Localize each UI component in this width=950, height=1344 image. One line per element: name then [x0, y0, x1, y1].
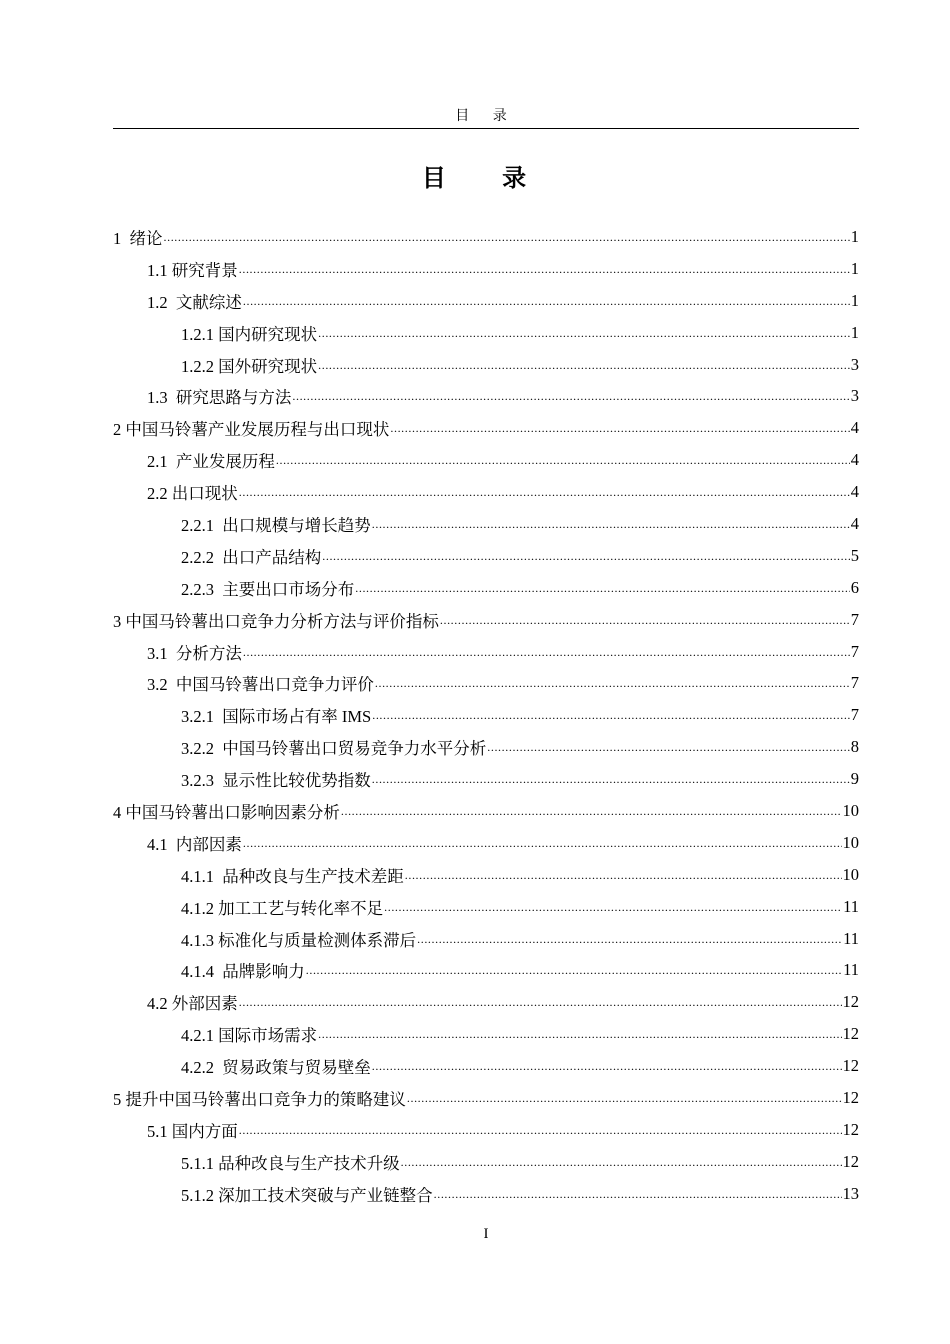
dot-leader: [239, 992, 842, 1012]
toc-entry-page: 1: [850, 258, 859, 278]
dot-leader: [239, 482, 850, 502]
toc-entry-page: 12: [842, 992, 859, 1012]
toc-entry[interactable]: [113, 572, 859, 604]
toc-entry[interactable]: [113, 636, 859, 668]
dot-leader: [239, 259, 850, 279]
dot-leader: [417, 929, 842, 949]
toc-entry[interactable]: [113, 221, 859, 253]
toc-entry-page: 13: [842, 1183, 859, 1203]
toc-entry-page: 11: [843, 928, 859, 948]
toc-entry[interactable]: [113, 349, 859, 381]
dot-leader: [355, 578, 850, 598]
toc-entry-title: 4.2.1 国际市场需求: [181, 1026, 318, 1046]
dot-leader: [372, 1056, 842, 1076]
toc-entry[interactable]: [113, 699, 859, 731]
dot-leader: [341, 801, 842, 821]
dot-leader: [292, 386, 849, 406]
toc-entry-page: 10: [842, 864, 859, 884]
dot-leader: [440, 610, 850, 630]
toc-entry[interactable]: [113, 540, 859, 572]
toc-entry-page: 4: [850, 513, 859, 533]
toc-entry[interactable]: [113, 731, 859, 763]
toc-entry-title: 4.1.3 标准化与质量检测体系滞后: [181, 930, 417, 950]
toc-entry-page: 5: [850, 545, 859, 565]
toc-entry-title: 2 中国马铃薯产业发展历程与出口现状: [113, 420, 390, 440]
page-title: 目 录: [421, 164, 551, 192]
toc-entry-title: 3.2 中国马铃薯出口竞争力评价: [147, 675, 374, 695]
toc-entry-title: 3.2.2 中国马铃薯出口贸易竞争力水平分析: [181, 739, 487, 759]
toc-entry-title: 1.2.1 国内研究现状: [181, 324, 318, 344]
dot-leader: [318, 1024, 841, 1044]
toc-entry[interactable]: [113, 412, 859, 444]
dot-leader: [318, 355, 850, 375]
toc-entry[interactable]: [113, 954, 859, 986]
toc-entry-page: 12: [842, 1024, 859, 1044]
toc-entry-page: 10: [842, 800, 859, 820]
toc-entry[interactable]: [113, 986, 859, 1018]
toc-entry[interactable]: [113, 923, 859, 955]
toc-entry-title: 3.2.1 国际市场占有率 IMS: [181, 707, 372, 727]
toc-entry-page: 1: [850, 290, 859, 310]
toc-entry-title: 4.2 外部因素: [147, 994, 238, 1014]
toc-entry[interactable]: [113, 1050, 859, 1082]
table-of-contents: [113, 221, 859, 1210]
toc-entry-page: 11: [843, 896, 859, 916]
toc-entry[interactable]: [113, 795, 859, 827]
toc-entry-title: 2.2.2 出口产品结构: [181, 547, 322, 567]
toc-entry-title: 2.1 产业发展历程: [147, 452, 275, 472]
toc-entry-page: 10: [842, 832, 859, 852]
dot-leader: [407, 1088, 842, 1108]
toc-entry[interactable]: [113, 508, 859, 540]
toc-entry-page: 11: [843, 960, 859, 980]
toc-entry-page: 7: [850, 673, 859, 693]
toc-entry[interactable]: [113, 1018, 859, 1050]
toc-entry-title: 5.1.2 深加工技术突破与产业链整合: [181, 1185, 433, 1205]
toc-entry-page: 4: [850, 450, 859, 470]
toc-entry[interactable]: [113, 1146, 859, 1178]
toc-entry-title: 5.1.1 品种改良与生产技术升级: [181, 1153, 400, 1173]
dot-leader: [375, 673, 850, 693]
dot-leader: [276, 450, 850, 470]
toc-entry-title: 2.2.1 出口规模与增长趋势: [181, 515, 371, 535]
dot-leader: [401, 1152, 842, 1172]
toc-entry[interactable]: [113, 253, 859, 285]
toc-entry-page: 7: [850, 641, 859, 661]
dot-leader: [318, 323, 850, 343]
page-number: I: [483, 1226, 489, 1242]
toc-entry-title: 2.2.3 主要出口市场分布: [181, 579, 355, 599]
toc-entry-page: 7: [850, 705, 859, 725]
running-header: 目 录: [455, 109, 517, 124]
dot-leader: [372, 769, 850, 789]
toc-entry-title: 1.3 研究思路与方法: [147, 388, 292, 408]
toc-entry-title: 1.1 研究背景: [147, 260, 238, 280]
toc-entry-title: 1 绪论: [113, 228, 163, 248]
toc-entry-title: 4.1.1 品种改良与生产技术差距: [181, 866, 404, 886]
toc-entry[interactable]: [113, 1178, 859, 1210]
dot-leader: [405, 865, 842, 885]
toc-entry-page: 1: [850, 322, 859, 342]
toc-entry-title: 4 中国马铃薯出口影响因素分析: [113, 802, 340, 822]
dot-leader: [243, 833, 842, 853]
dot-leader: [322, 546, 850, 566]
toc-entry[interactable]: [113, 285, 859, 317]
toc-entry-page: 6: [850, 577, 859, 597]
toc-entry[interactable]: [113, 444, 859, 476]
toc-entry-page: 9: [850, 769, 859, 789]
toc-entry-page: 3: [850, 354, 859, 374]
toc-entry-title: 1.2.2 国外研究现状: [181, 356, 318, 376]
toc-entry-page: 4: [850, 482, 859, 502]
toc-entry-title: 4.2.2 贸易政策与贸易壁垒: [181, 1058, 371, 1078]
dot-leader: [243, 291, 850, 311]
dot-leader: [306, 960, 842, 980]
header-rule: [113, 128, 859, 129]
toc-entry-title: 4.1.2 加工工艺与转化率不足: [181, 898, 384, 918]
toc-entry[interactable]: [113, 1114, 859, 1146]
toc-entry-title: 5.1 国内方面: [147, 1121, 238, 1141]
toc-entry-title: 2.2 出口现状: [147, 484, 238, 504]
dot-leader: [372, 514, 850, 534]
toc-entry-title: 3.1 分析方法: [147, 643, 242, 663]
toc-entry-title: 1.2 文献综述: [147, 292, 242, 312]
toc-entry[interactable]: [113, 476, 859, 508]
toc-entry-page: 12: [842, 1056, 859, 1076]
toc-entry-title: 4.1.4 品牌影响力: [181, 962, 305, 982]
toc-entry[interactable]: [113, 380, 859, 412]
toc-entry-page: 4: [850, 418, 859, 438]
toc-entry[interactable]: [113, 859, 859, 891]
toc-entry-page: 7: [850, 609, 859, 629]
dot-leader: [390, 418, 849, 438]
dot-leader: [239, 1120, 842, 1140]
dot-leader: [384, 897, 842, 917]
toc-entry-title: 4.1 内部因素: [147, 834, 242, 854]
toc-entry[interactable]: [113, 891, 859, 923]
toc-entry-page: 3: [850, 386, 859, 406]
toc-entry[interactable]: [113, 317, 859, 349]
toc-entry-title: 3.2.3 显示性比较优势指数: [181, 771, 371, 791]
dot-leader: [243, 642, 850, 662]
toc-entry[interactable]: [113, 827, 859, 859]
dot-leader: [164, 227, 850, 247]
toc-entry-page: 8: [850, 737, 859, 757]
dot-leader: [372, 705, 850, 725]
toc-entry[interactable]: [113, 604, 859, 636]
toc-entry[interactable]: [113, 667, 859, 699]
dot-leader: [487, 737, 850, 757]
toc-entry-title: 5 提升中国马铃薯出口竞争力的策略建议: [113, 1089, 406, 1109]
toc-entry-page: 12: [842, 1087, 859, 1107]
toc-entry-page: 12: [842, 1151, 859, 1171]
toc-entry[interactable]: [113, 763, 859, 795]
toc-entry-page: 1: [850, 226, 859, 246]
dot-leader: [434, 1184, 842, 1204]
toc-entry-page: 12: [842, 1119, 859, 1139]
toc-entry-title: 3 中国马铃薯出口竞争力分析方法与评价指标: [113, 611, 439, 631]
toc-entry[interactable]: [113, 1082, 859, 1114]
